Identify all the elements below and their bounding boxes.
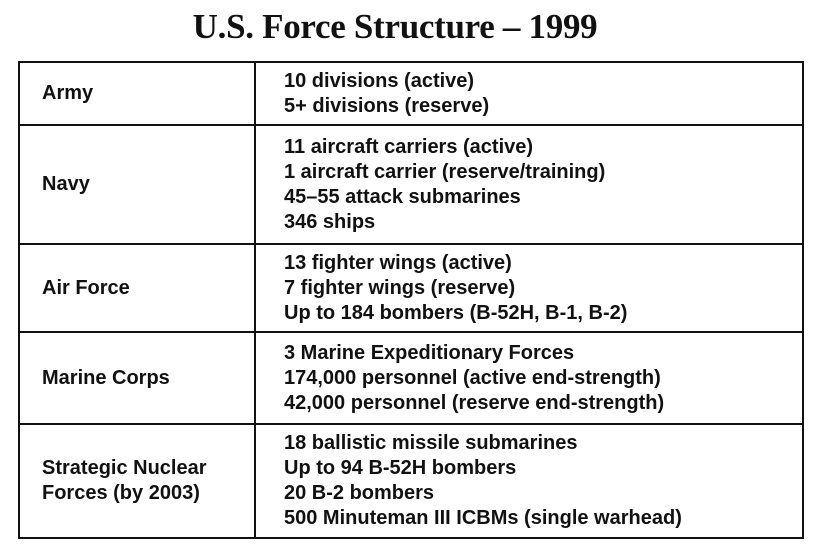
detail-line: 11 aircraft carriers (active) (284, 135, 534, 158)
branch-details (256, 333, 802, 423)
detail-line: 42,000 personnel (reserve end-strength) (284, 391, 665, 414)
table-row-army (20, 63, 802, 126)
detail-line: 7 fighter wings (reserve) (284, 276, 516, 299)
detail-line: 18 ballistic missile submarines (284, 432, 578, 454)
branch-details (256, 63, 802, 124)
force-structure-table (18, 61, 804, 539)
branch-details (256, 126, 802, 243)
detail-line: Up to 94 B-52H bombers (284, 457, 517, 479)
detail-line: 10 divisions (active) (284, 69, 475, 92)
detail-line: 45–55 attack submarines (284, 185, 521, 208)
detail-line: 13 fighter wings (active) (284, 251, 512, 274)
detail-line: 174,000 personnel (active end-strength) (284, 366, 661, 389)
table-row-marine-corps (20, 333, 802, 425)
branch-details (256, 245, 802, 331)
detail-line: 346 ships (284, 210, 376, 233)
detail-line: 20 B-2 bombers (284, 482, 435, 504)
branch-details (256, 425, 802, 537)
detail-line: Up to 184 bombers (B-52H, B-1, B-2) (284, 301, 628, 324)
page-title: U.S. Force Structure – 1999 (192, 7, 598, 46)
branch-label: Strategic Nuclear Forces (by 2003) (20, 425, 256, 537)
detail-line: 3 Marine Expeditionary Forces (284, 341, 575, 364)
table-row-strategic-nuclear-forces (20, 425, 802, 537)
detail-line: 1 aircraft carrier (reserve/training) (284, 160, 606, 183)
detail-line: 5+ divisions (reserve) (284, 94, 490, 117)
branch-label: Air Force (20, 245, 256, 331)
branch-label: Marine Corps (20, 333, 256, 423)
detail-line: 500 Minuteman III ICBMs (single warhead) (284, 507, 682, 529)
branch-label: Navy (20, 126, 256, 243)
branch-label: Army (20, 63, 256, 124)
table-row-air-force (20, 245, 802, 333)
table-row-navy (20, 126, 802, 245)
